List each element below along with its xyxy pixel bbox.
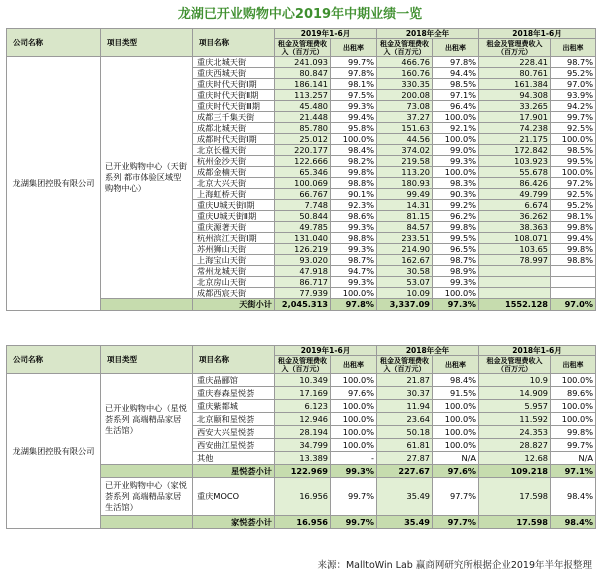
rent-2019h1: 50.844	[275, 211, 331, 222]
project-name: 重庆源著天街	[193, 222, 275, 233]
rent-2019h1: 113.257	[275, 90, 331, 101]
company-name: 龙湖集团控股有限公司	[7, 374, 101, 529]
occupancy-2018h1: 93.9%	[551, 90, 596, 101]
project-name: 北京大兴天街	[193, 178, 275, 189]
project-name: 重庆北城天街	[193, 57, 275, 68]
occupancy-2019h1: 100.0%	[331, 426, 377, 439]
rent-2018: 30.37	[377, 387, 433, 400]
project-name: 重庆时代天街Ⅰ期	[193, 79, 275, 90]
subtotal-occupancy-2018: 97.6%	[433, 465, 479, 478]
rent-2019h1: 93.020	[275, 255, 331, 266]
occupancy-2018h1: 100.0%	[551, 167, 596, 178]
occupancy-2018h1: 97.0%	[551, 79, 596, 90]
rent-2018: 11.94	[377, 400, 433, 413]
occupancy-2018h1: 95.2%	[551, 68, 596, 79]
occupancy-2018: 92.1%	[433, 123, 479, 134]
rent-2018h1: 74.238	[479, 123, 551, 134]
occupancy-2018h1: 99.5%	[551, 156, 596, 167]
occupancy-2019h1: 100.0%	[331, 439, 377, 452]
rent-2019h1: 86.717	[275, 277, 331, 288]
rent-2019h1: 17.169	[275, 387, 331, 400]
header-rent: 租金及管理费收入（百万元）	[377, 356, 433, 374]
rent-2019h1: 16.956	[275, 478, 331, 516]
rent-2018h1: 12.68	[479, 452, 551, 465]
rent-2019h1: 80.847	[275, 68, 331, 79]
occupancy-2019h1: 98.7%	[331, 255, 377, 266]
subtotal-occupancy-2019h1: 99.7%	[331, 516, 377, 529]
rent-2019h1: 25.012	[275, 134, 331, 145]
rent-2019h1: 122.666	[275, 156, 331, 167]
rent-2018: 61.81	[377, 439, 433, 452]
occupancy-2018: 90.3%	[433, 189, 479, 200]
rent-2018h1: 5.957	[479, 400, 551, 413]
subtotal-occupancy-2019h1: 97.8%	[331, 299, 377, 311]
header-row	[7, 29, 596, 39]
header-period-2018h1: 2018年1-6月	[479, 346, 596, 356]
occupancy-2018: 98.9%	[433, 266, 479, 277]
occupancy-2019h1: 98.4%	[331, 145, 377, 156]
rent-2018h1: 80.761	[479, 68, 551, 79]
subtotal-rent-2018h1: 109.218	[479, 465, 551, 478]
occupancy-2019h1: 99.3%	[331, 222, 377, 233]
rent-2018h1: 17.598	[479, 478, 551, 516]
project-name: 常州龙城天街	[193, 266, 275, 277]
header-company: 公司名称	[7, 346, 101, 374]
subtotal-label: 天街小计	[193, 299, 275, 311]
occupancy-2018: 100.0%	[433, 134, 479, 145]
rent-2018h1: 86.426	[479, 178, 551, 189]
occupancy-2019h1: 98.8%	[331, 178, 377, 189]
occupancy-2019h1: 100.0%	[331, 288, 377, 299]
occupancy-2018: 96.5%	[433, 244, 479, 255]
project-name: 上海宝山天街	[193, 255, 275, 266]
project-name: 重庆西城天街	[193, 68, 275, 79]
header-occupancy: 出租率	[551, 356, 596, 374]
occupancy-2019h1: 94.7%	[331, 266, 377, 277]
subtotal-occupancy-2019h1: 99.3%	[331, 465, 377, 478]
occupancy-2019h1: 97.6%	[331, 387, 377, 400]
header-occupancy: 出租率	[331, 356, 377, 374]
rent-2018: 44.56	[377, 134, 433, 145]
project-name: 成都西宸天街	[193, 288, 275, 299]
project-type: 已开业购物中心（星悦荟系列 高端精品家居生活馆）	[101, 374, 193, 465]
header-company: 公司名称	[7, 29, 101, 57]
occupancy-2018: 100.0%	[433, 439, 479, 452]
project-name: 苏州狮山天街	[193, 244, 275, 255]
project-name: 重庆U城天街Ⅰ期	[193, 200, 275, 211]
subtotal-label: 家悦荟小计	[193, 516, 275, 529]
occupancy-2018: 97.8%	[433, 57, 479, 68]
occupancy-2018: 98.3%	[433, 178, 479, 189]
header-rent: 租金及管理费收入（百万元）	[377, 39, 433, 57]
occupancy-2019h1: 100.0%	[331, 134, 377, 145]
rent-2018h1	[479, 288, 551, 299]
rent-2019h1: 12.946	[275, 413, 331, 426]
occupancy-2018: 98.5%	[433, 79, 479, 90]
occupancy-2018: 99.0%	[433, 145, 479, 156]
header-project-type: 项目类型	[101, 346, 193, 374]
project-name: 杭州滨江天街Ⅰ期	[193, 233, 275, 244]
rent-2019h1: 66.767	[275, 189, 331, 200]
occupancy-2018: 97.1%	[433, 90, 479, 101]
occupancy-2018h1: 97.2%	[551, 178, 596, 189]
rent-2019h1: 47.918	[275, 266, 331, 277]
rent-2018: 180.93	[377, 178, 433, 189]
rent-2019h1: 186.141	[275, 79, 331, 90]
occupancy-2018h1: 98.7%	[551, 57, 596, 68]
rent-2018: 374.02	[377, 145, 433, 156]
project-type: 已开业购物中心（天街系列 都市体验区域型购物中心）	[101, 57, 193, 299]
header-period-2018: 2018年全年	[377, 29, 479, 39]
occupancy-2018: 100.0%	[433, 400, 479, 413]
project-type: 已开业购物中心（家悦荟系列 高端精品家居生活馆）	[101, 478, 193, 516]
rent-2019h1: 131.040	[275, 233, 331, 244]
occupancy-2019h1: 98.6%	[331, 211, 377, 222]
rent-2018: 53.07	[377, 277, 433, 288]
occupancy-2018: N/A	[433, 452, 479, 465]
subtotal-rent-2018h1: 1552.128	[479, 299, 551, 311]
header-project-name: 项目名称	[193, 346, 275, 374]
rent-2019h1: 65.346	[275, 167, 331, 178]
project-name: 重庆MOCO	[193, 478, 275, 516]
occupancy-2018h1: 99.7%	[551, 439, 596, 452]
rent-2018h1: 24.353	[479, 426, 551, 439]
project-name: 重庆紫都城	[193, 400, 275, 413]
occupancy-2018h1: 99.4%	[551, 233, 596, 244]
occupancy-2019h1: 100.0%	[331, 413, 377, 426]
project-name: 西安曲江星悦荟	[193, 439, 275, 452]
rent-2019h1: 45.480	[275, 101, 331, 112]
table-row	[7, 374, 596, 387]
rent-2018: 35.49	[377, 478, 433, 516]
blank-cell	[101, 516, 193, 529]
subtotal-occupancy-2018: 97.7%	[433, 516, 479, 529]
header-occupancy: 出租率	[551, 39, 596, 57]
rent-2018: 233.51	[377, 233, 433, 244]
occupancy-2019h1: 98.1%	[331, 79, 377, 90]
rent-2018h1: 78.997	[479, 255, 551, 266]
rent-2018: 200.08	[377, 90, 433, 101]
rent-2019h1: 85.780	[275, 123, 331, 134]
project-name: 重庆时代天街Ⅲ期	[193, 101, 275, 112]
subtotal-occupancy-2018: 97.3%	[433, 299, 479, 311]
occupancy-2018: 99.5%	[433, 233, 479, 244]
rent-2018h1: 33.265	[479, 101, 551, 112]
occupancy-2018: 96.4%	[433, 101, 479, 112]
rent-2018: 84.57	[377, 222, 433, 233]
occupancy-2018h1: 100.0%	[551, 400, 596, 413]
occupancy-2018h1: 99.8%	[551, 426, 596, 439]
header-period-2019h1: 2019年1-6月	[275, 29, 377, 39]
header-period-2018: 2018年全年	[377, 346, 479, 356]
rent-2018: 214.90	[377, 244, 433, 255]
rent-2018h1: 103.65	[479, 244, 551, 255]
occupancy-2018: 99.3%	[433, 277, 479, 288]
rent-2019h1: 220.177	[275, 145, 331, 156]
table-tianjie	[6, 28, 596, 311]
occupancy-2019h1: 100.0%	[331, 400, 377, 413]
rent-2018h1: 38.363	[479, 222, 551, 233]
rent-2018h1: 14.909	[479, 387, 551, 400]
occupancy-2019h1: 95.8%	[331, 123, 377, 134]
occupancy-2018: 96.2%	[433, 211, 479, 222]
rent-2018: 151.63	[377, 123, 433, 134]
rent-2018h1: 11.592	[479, 413, 551, 426]
occupancy-2018h1: 100.0%	[551, 374, 596, 387]
occupancy-2019h1: 90.1%	[331, 189, 377, 200]
occupancy-2018h1: 98.4%	[551, 478, 596, 516]
rent-2018: 23.64	[377, 413, 433, 426]
header-occupancy: 出租率	[433, 39, 479, 57]
rent-2018: 162.67	[377, 255, 433, 266]
rent-2019h1: 10.349	[275, 374, 331, 387]
occupancy-2019h1: 99.4%	[331, 112, 377, 123]
header-rent: 租金及管理费收入（百万元）	[479, 39, 551, 57]
rent-2018: 73.08	[377, 101, 433, 112]
rent-2018h1: 49.799	[479, 189, 551, 200]
occupancy-2019h1: 99.7%	[331, 57, 377, 68]
rent-2019h1: 28.194	[275, 426, 331, 439]
rent-2019h1: 34.799	[275, 439, 331, 452]
page-title: 龙湖已开业购物中心2019年中期业绩一览	[177, 7, 423, 22]
occupancy-2018h1: 95.2%	[551, 200, 596, 211]
subtotal-occupancy-2018h1: 97.0%	[551, 299, 596, 311]
rent-2019h1: 77.939	[275, 288, 331, 299]
occupancy-2019h1: -	[331, 452, 377, 465]
rent-2018h1: 172.842	[479, 145, 551, 156]
rent-2018h1: 55.678	[479, 167, 551, 178]
rent-2019h1: 21.448	[275, 112, 331, 123]
subtotal-label: 星悦荟小计	[193, 465, 275, 478]
subtotal-rent-2018h1: 17.598	[479, 516, 551, 529]
occupancy-2018: 94.4%	[433, 68, 479, 79]
project-name: 重庆晶郦馆	[193, 374, 275, 387]
occupancy-2018: 99.8%	[433, 222, 479, 233]
rent-2018: 330.35	[377, 79, 433, 90]
project-name: 成都时代天街Ⅰ期	[193, 134, 275, 145]
occupancy-2019h1: 100.0%	[331, 374, 377, 387]
occupancy-2019h1: 99.8%	[331, 167, 377, 178]
project-name: 成都三千集天街	[193, 112, 275, 123]
project-name: 上海虹桥天街	[193, 189, 275, 200]
occupancy-2018: 97.7%	[433, 478, 479, 516]
rent-2018h1	[479, 277, 551, 288]
rent-2019h1: 241.093	[275, 57, 331, 68]
subtotal-rent-2019h1: 2,045.313	[275, 299, 331, 311]
rent-2019h1: 100.069	[275, 178, 331, 189]
occupancy-2018h1	[551, 277, 596, 288]
rent-2019h1: 49.785	[275, 222, 331, 233]
project-name: 西安大兴星悦荟	[193, 426, 275, 439]
occupancy-2018: 98.4%	[433, 374, 479, 387]
occupancy-2018h1: 92.5%	[551, 123, 596, 134]
rent-2018: 113.20	[377, 167, 433, 178]
rent-2019h1: 6.123	[275, 400, 331, 413]
rent-2018: 37.27	[377, 112, 433, 123]
occupancy-2018: 100.0%	[433, 413, 479, 426]
occupancy-2018h1	[551, 266, 596, 277]
occupancy-2019h1: 99.3%	[331, 244, 377, 255]
table-xingyuehui	[6, 345, 596, 529]
subtotal-rent-2018: 35.49	[377, 516, 433, 529]
table-row	[7, 57, 596, 68]
rent-2018h1: 103.923	[479, 156, 551, 167]
occupancy-2018h1	[551, 288, 596, 299]
rent-2019h1: 126.219	[275, 244, 331, 255]
rent-2018h1: 28.827	[479, 439, 551, 452]
occupancy-2018: 100.0%	[433, 112, 479, 123]
project-name: 杭州金沙天街	[193, 156, 275, 167]
project-name: 北京房山天街	[193, 277, 275, 288]
header-occupancy: 出租率	[331, 39, 377, 57]
occupancy-2018: 98.7%	[433, 255, 479, 266]
rent-2018: 10.09	[377, 288, 433, 299]
occupancy-2018h1: 99.8%	[551, 222, 596, 233]
rent-2018h1: 94.308	[479, 90, 551, 101]
rent-2018h1: 10.9	[479, 374, 551, 387]
project-name: 其他	[193, 452, 275, 465]
rent-2018h1: 36.262	[479, 211, 551, 222]
subtotal-rent-2019h1: 16.956	[275, 516, 331, 529]
rent-2018: 466.76	[377, 57, 433, 68]
rent-2019h1: 13.389	[275, 452, 331, 465]
occupancy-2019h1: 97.8%	[331, 68, 377, 79]
header-rent: 租金及管理费收入（百万元）	[275, 356, 331, 374]
header-project-type: 项目类型	[101, 29, 193, 57]
occupancy-2018h1: 98.5%	[551, 145, 596, 156]
blank-cell	[101, 299, 193, 311]
header-period-2019h1: 2019年1-6月	[275, 346, 377, 356]
header-project-name: 项目名称	[193, 29, 275, 57]
rent-2018: 81.15	[377, 211, 433, 222]
rent-2018h1	[479, 266, 551, 277]
rent-2018: 50.18	[377, 426, 433, 439]
header-occupancy: 出租率	[433, 356, 479, 374]
rent-2018h1: 17.901	[479, 112, 551, 123]
occupancy-2018h1: 99.7%	[551, 112, 596, 123]
project-name: 北京长楹天街	[193, 145, 275, 156]
occupancy-2018h1: N/A	[551, 452, 596, 465]
occupancy-2018h1: 89.6%	[551, 387, 596, 400]
occupancy-2018: 100.0%	[433, 426, 479, 439]
occupancy-2019h1: 99.3%	[331, 101, 377, 112]
project-name: 成都金楠天街	[193, 167, 275, 178]
rent-2018: 30.58	[377, 266, 433, 277]
subtotal-rent-2019h1: 122.969	[275, 465, 331, 478]
occupancy-2018h1: 99.8%	[551, 244, 596, 255]
occupancy-2018: 91.5%	[433, 387, 479, 400]
blank-cell	[101, 465, 193, 478]
rent-2018: 219.58	[377, 156, 433, 167]
occupancy-2018h1: 100.0%	[551, 413, 596, 426]
header-row	[7, 346, 596, 356]
rent-2018h1: 6.674	[479, 200, 551, 211]
occupancy-2018: 99.2%	[433, 200, 479, 211]
project-name: 重庆春森星悦荟	[193, 387, 275, 400]
occupancy-2019h1: 97.5%	[331, 90, 377, 101]
rent-2018: 21.87	[377, 374, 433, 387]
occupancy-2019h1: 99.7%	[331, 478, 377, 516]
occupancy-2019h1: 92.3%	[331, 200, 377, 211]
rent-2018h1: 161.384	[479, 79, 551, 90]
rent-2018: 160.76	[377, 68, 433, 79]
header-rent: 租金及管理费收入（百万元）	[275, 39, 331, 57]
subtotal-rent-2018: 3,337.09	[377, 299, 433, 311]
header-period-2018h1: 2018年1-6月	[479, 29, 596, 39]
occupancy-2018h1: 98.8%	[551, 255, 596, 266]
rent-2018: 27.87	[377, 452, 433, 465]
company-name: 龙湖集团控股有限公司	[7, 57, 101, 311]
rent-2019h1: 7.748	[275, 200, 331, 211]
occupancy-2018: 99.3%	[433, 156, 479, 167]
rent-2018: 14.31	[377, 200, 433, 211]
project-name: 成都北城天街	[193, 123, 275, 134]
subtotal-occupancy-2018h1: 98.4%	[551, 516, 596, 529]
subtotal-occupancy-2018h1: 97.1%	[551, 465, 596, 478]
rent-2018: 99.49	[377, 189, 433, 200]
occupancy-2018h1: 94.2%	[551, 101, 596, 112]
occupancy-2019h1: 98.8%	[331, 233, 377, 244]
occupancy-2018h1: 92.5%	[551, 189, 596, 200]
occupancy-2018: 100.0%	[433, 167, 479, 178]
rent-2018h1: 228.41	[479, 57, 551, 68]
occupancy-2018: 100.0%	[433, 288, 479, 299]
project-name: 重庆U城天街Ⅱ期	[193, 211, 275, 222]
rent-2018h1: 108.071	[479, 233, 551, 244]
occupancy-2019h1: 98.2%	[331, 156, 377, 167]
occupancy-2018h1: 100.0%	[551, 134, 596, 145]
source-note: 来源：MalltoWin Lab 赢商网研究所根据企业2019年半年报整理	[317, 560, 592, 571]
header-rent: 租金及管理费收入（百万元）	[479, 356, 551, 374]
project-name: 重庆时代天街Ⅱ期	[193, 90, 275, 101]
occupancy-2019h1: 99.3%	[331, 277, 377, 288]
occupancy-2018h1: 98.1%	[551, 211, 596, 222]
project-name: 北京颐和星悦荟	[193, 413, 275, 426]
subtotal-rent-2018: 227.67	[377, 465, 433, 478]
rent-2018h1: 21.175	[479, 134, 551, 145]
